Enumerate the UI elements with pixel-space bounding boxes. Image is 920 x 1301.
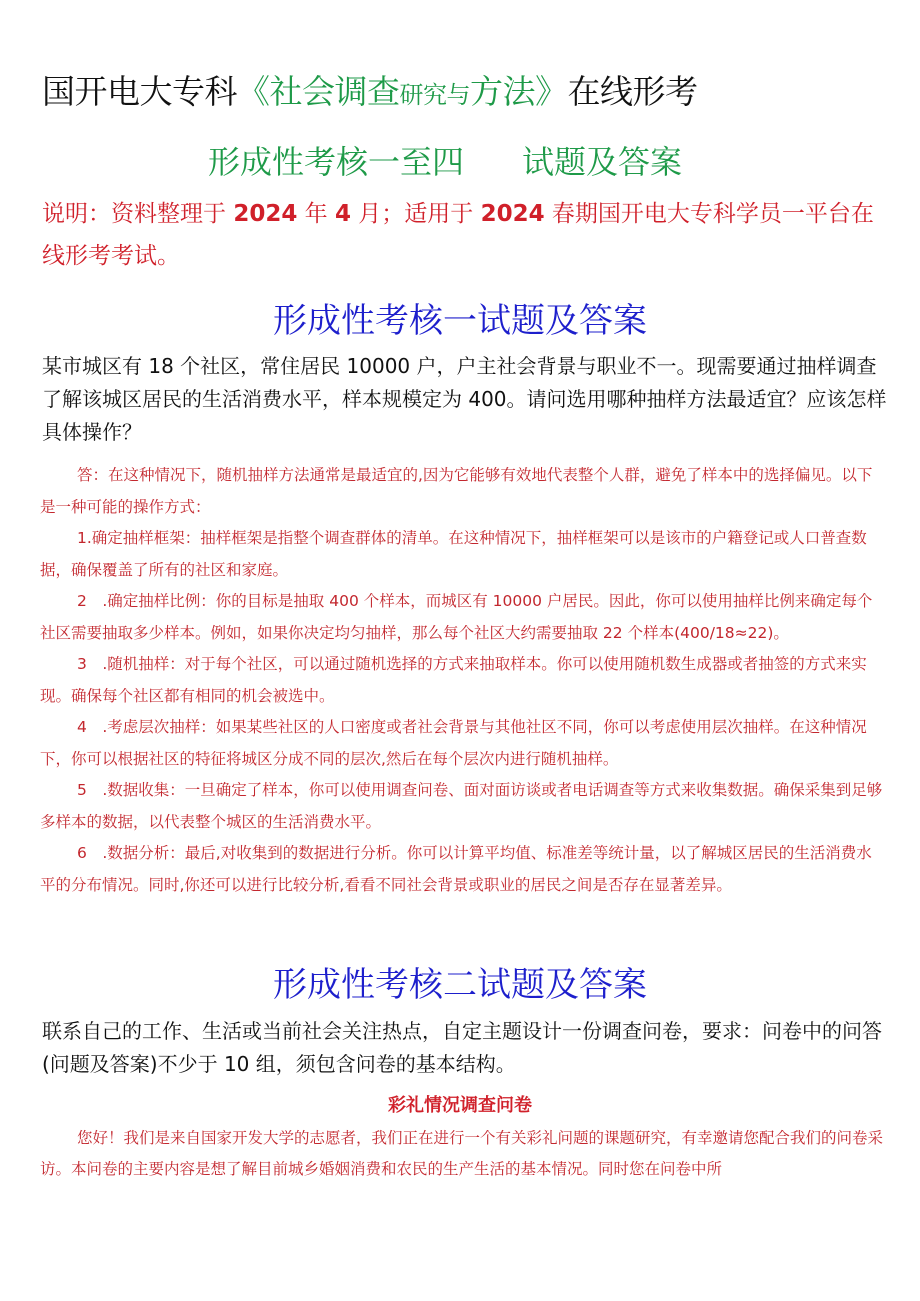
survey-intro: 您好！我们是来自国家开发大学的志愿者，我们正在进行一个有关彩礼问题的课题研究，有幸邀请您配合我们的问卷采访。本问卷的主要内容是想了解目前城乡婚姻消费和农民的生产生活的基本情况。同时您在问卷中所 xyxy=(40,1129,884,1178)
document-subtitle xyxy=(208,137,682,183)
note-text-4: 春期国开电大专科学员一平台在线形考考试。 xyxy=(42,201,874,269)
answer-paragraph: 4 .考虑层次抽样：如果某些社区的人口密度或者社会背景与其他社区不同，你可以考虑使用层次抽样。在这种情况下，你可以根据社区的特征将城区分成不同的层次,然后在每个层次内进行随机抽样。 xyxy=(40,718,867,768)
answer-paragraph: 1.确定抽样框架：抽样框架是指整个调查群体的清单。在这种情况下，抽样框架可以是该市的户籍登记或人口普查数据，确保覆盖了所有的社区和家庭。 xyxy=(40,529,867,579)
title-close-bracket: 》 xyxy=(535,72,568,111)
answer-paragraph: 6 .数据分析：最后,对收集到的数据进行分析。你可以计算平均值、标准差等统计量，以了解城区居民的生活消费水平的分布情况。同时,你还可以进行比较分析,看看不同社会背景或职业的居民之间是否存在显著差异。 xyxy=(40,844,872,894)
survey-title: 彩礼情况调查问卷 xyxy=(388,1095,532,1116)
section1-question: 某市城区有 18 个社区，常住居民 10000 户，户主社会背景与职业不一。现需要通过抽样调查了解该城区居民的生活消费水平，样本规模定为 400。请问选用哪种抽样方法最适宜？应该怎样具体操作？ xyxy=(42,354,887,444)
usage-note xyxy=(42,193,887,277)
answer-paragraph: 3 .随机抽样：对于每个社区，可以通过随机选择的方式来抽取样本。你可以使用随机数生成器或者抽签的方式来实现。确保每个社区都有相同的机会被选中。 xyxy=(40,655,867,705)
section2-question: 联系自己的工作、生活或当前社会关注热点，自定主题设计一份调查问卷，要求：问卷中的问答(问题及答案)不少于 10 组，须包含问卷的基本结构。 xyxy=(42,1019,882,1076)
document-title xyxy=(42,66,698,113)
subtitle-left: 形成性考核一至四 xyxy=(208,143,465,181)
title-course-small: 研究与 xyxy=(399,81,470,109)
title-prefix: 国开电大专科 xyxy=(42,72,237,111)
answer-paragraph: 5 .数据收集：一旦确定了样本，你可以使用调查问卷、面对面访谈或者电话调查等方式来收集数据。确保采集到足够多样本的数据，以代表整个城区的生活消费水平。 xyxy=(40,781,883,831)
note-month: 4 xyxy=(334,201,351,227)
section2-heading: 形成性考核二试题及答案 xyxy=(273,965,647,1005)
title-course-part2: 方法 xyxy=(470,72,535,111)
title-suffix: 在线形考 xyxy=(567,72,698,111)
title-course-part1: 社会调查 xyxy=(269,72,400,111)
title-open-bracket: 《 xyxy=(237,72,270,111)
note-year-1: 2024 xyxy=(233,201,298,227)
answer-paragraph: 2 .确定抽样比例：你的目标是抽取 400 个样本，而城区有 10000 户居民。因此，你可以使用抽样比例来确定每个社区需要抽取多少样本。例如，如果你决定均匀抽样，那么每个社区大约需要抽取 22 个样本(400/18≈22)。 xyxy=(40,592,873,642)
note-text-3: 月；适用于 xyxy=(350,201,481,227)
note-text-1: 说明：资料整理于 xyxy=(42,201,234,227)
note-year-2: 2024 xyxy=(480,201,545,227)
answer-paragraph: 答：在这种情况下，随机抽样方法通常是最适宜的,因为它能够有效地代表整个人群，避免了样本中的选择偏见。以下是一种可能的操作方式： xyxy=(40,466,873,516)
note-text-2: 年 xyxy=(297,201,335,227)
section1-heading: 形成性考核一试题及答案 xyxy=(273,301,647,341)
subtitle-right: 试题及答案 xyxy=(522,143,683,181)
section1-answer xyxy=(40,460,885,901)
